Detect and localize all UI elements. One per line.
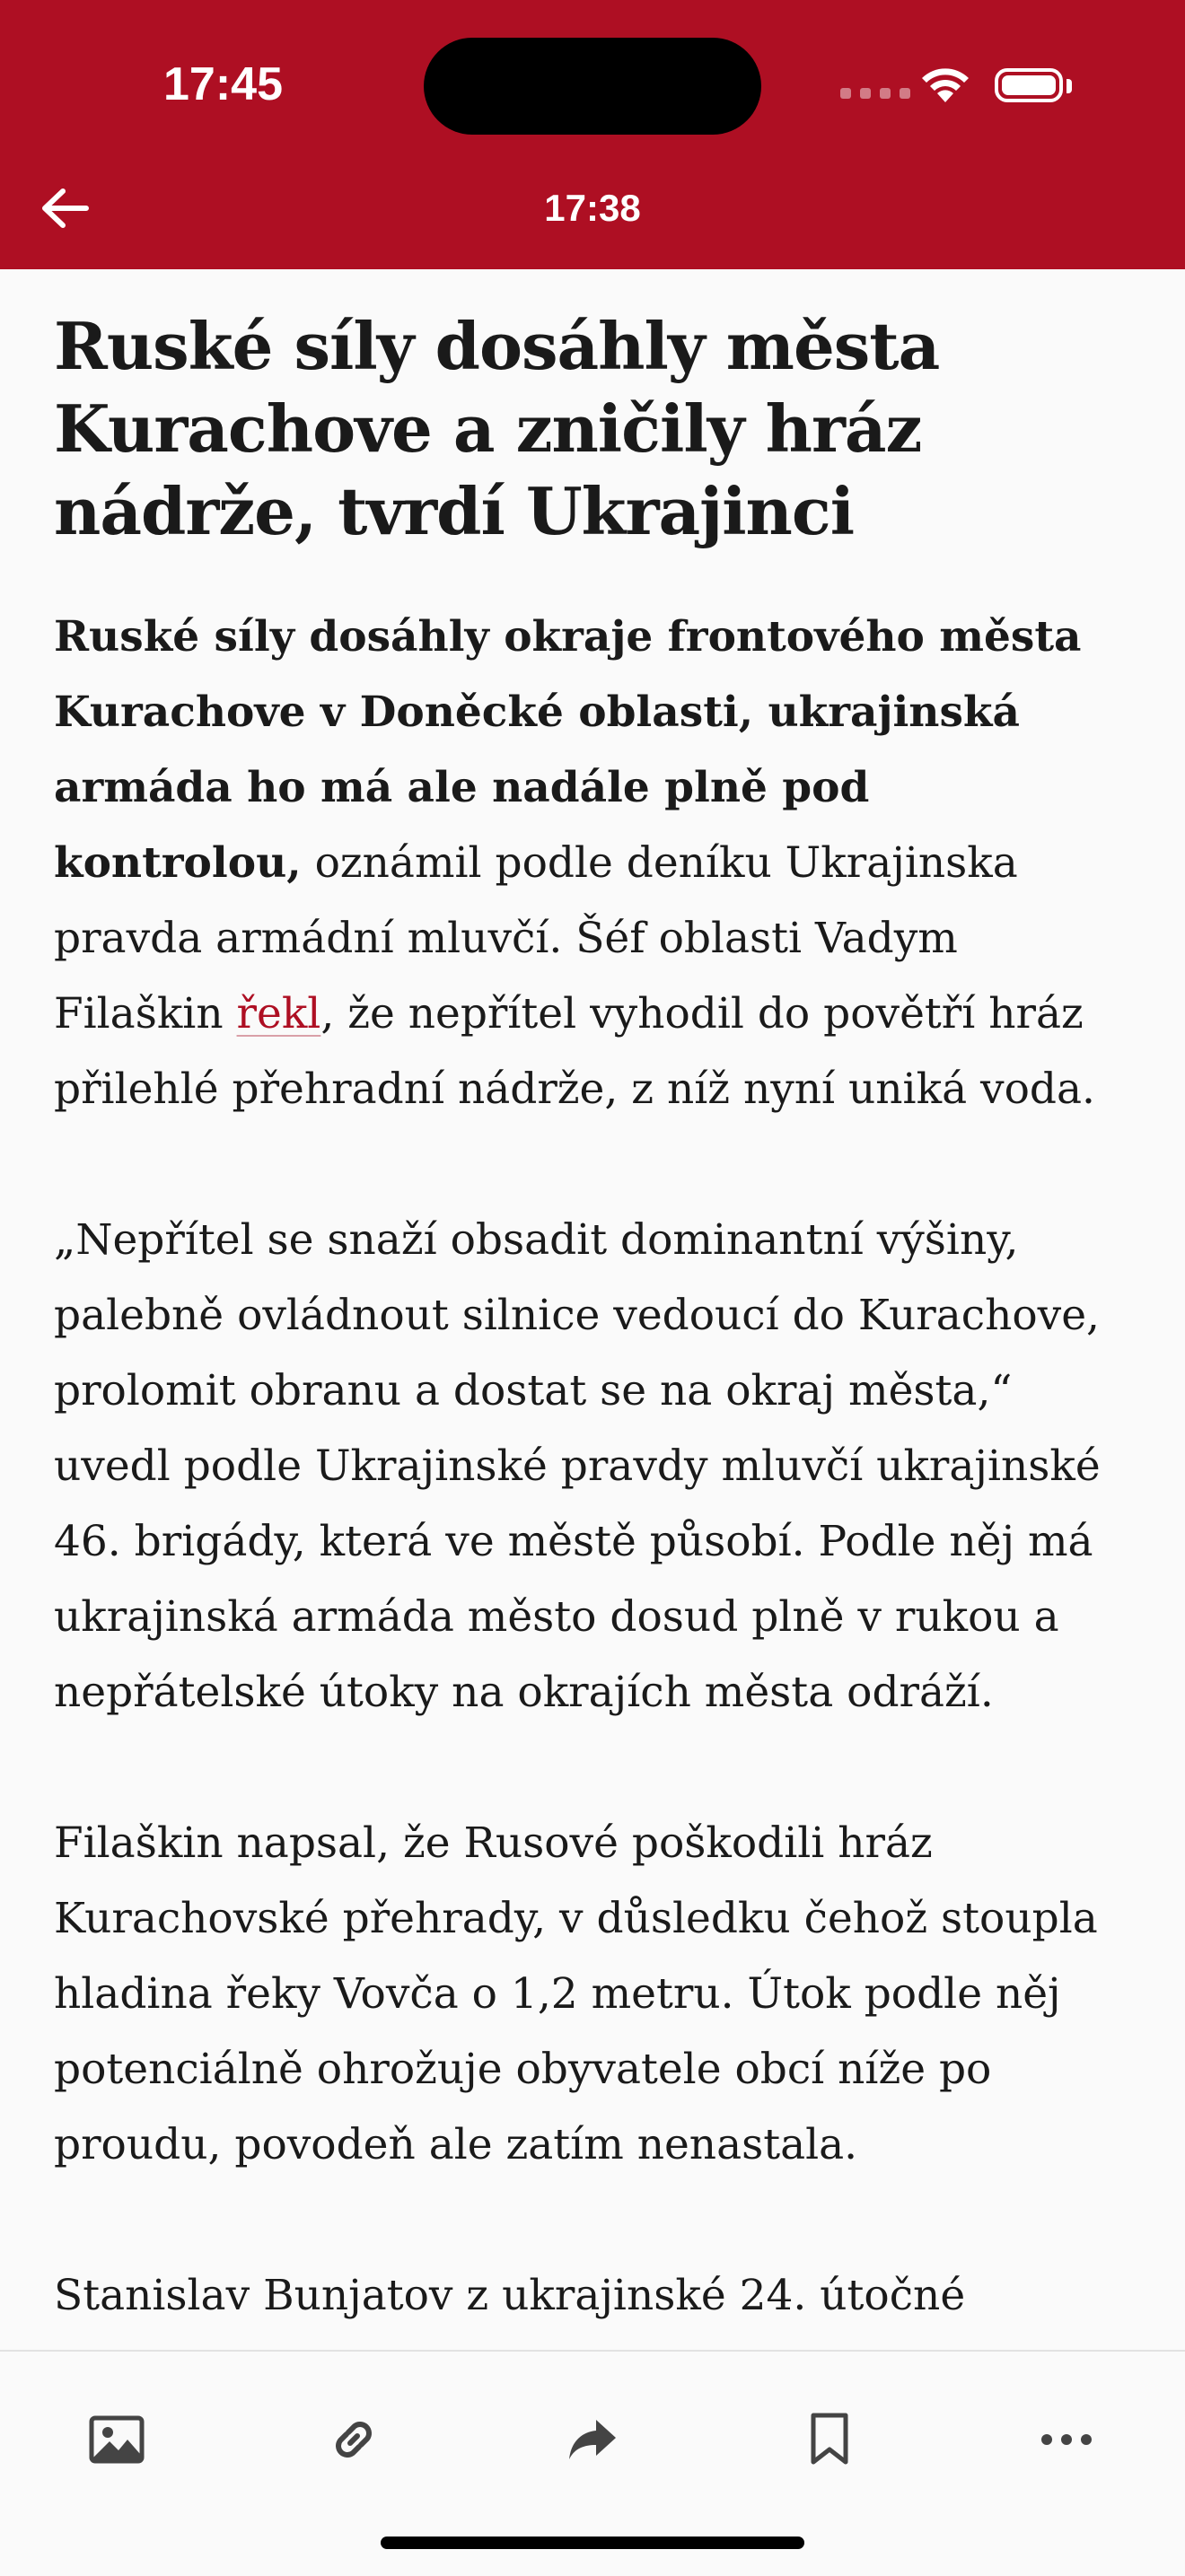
bookmark-button[interactable] — [792, 2402, 867, 2477]
link-icon — [327, 2413, 381, 2466]
article-body — [54, 305, 1131, 2409]
more-button[interactable] — [1029, 2402, 1104, 2477]
more-icon — [1040, 2432, 1093, 2447]
share-icon — [566, 2416, 619, 2463]
lead-bold: Ruské síly dosáhly okraje frontového města Kurachove v Doněcké oblasti, ukrajinská armáda ho má ale nadále plně pod kontrolou, — [54, 612, 1082, 888]
source-link[interactable]: řekl — [236, 989, 321, 1038]
app-header — [0, 0, 1185, 269]
article-paragraph-3: Filaškin napsal, že Rusové poškodili hráz Kurachovské přehrady, v důsledku čehož stoupla hladina řeky Vovča o 1,2 metru. Útok podle něj potenciálně ohrožuje obyvatele obcí níže po proudu, povodeň ale zatím nenastala. — [54, 1818, 1098, 2169]
image-icon — [88, 2414, 145, 2465]
article-paragraph-4: Stanislav Bunjatov z ukrajinské 24. útočné — [54, 2271, 966, 2320]
article-headline: Ruské síly dosáhly města Kurachove a zničily hráz nádrže, tvrdí Ukrajinci — [54, 308, 940, 549]
bookmark-icon — [808, 2412, 851, 2467]
share-button[interactable] — [555, 2402, 630, 2477]
battery-icon — [995, 68, 1063, 102]
lead-text-1: oznámil podle deníku Ukrajinska pravda armádní mluvčí. Šéf oblasti Vadym Filaškin — [54, 838, 1018, 1038]
dynamic-island — [424, 38, 761, 135]
cellular-signal-icon — [840, 88, 910, 99]
nav-title: 17:38 — [544, 187, 641, 229]
copy-link-button[interactable] — [316, 2402, 391, 2477]
lead-text-2: , že nepřítel vyhodil do povětří hráz přilehlé přehradní nádrže, z níž nyní uniká voda. — [54, 989, 1095, 1114]
home-indicator[interactable] — [381, 2537, 804, 2549]
article-lead — [54, 600, 1131, 1127]
battery-cap — [1066, 79, 1072, 93]
gallery-button[interactable] — [79, 2402, 154, 2477]
status-time: 17:45 — [163, 58, 283, 110]
wifi-icon — [917, 63, 973, 108]
article-paragraph-2: „Nepřítel se snaží obsadit dominantní výšiny, palebně ovládnout silnice vedoucí do Kurachove, prolomit obranu a dostat se na okraj města,“ uvedl podle Ukrajinské pravdy mluvčí ukrajinské 46. brigády, která ve městě působí. Podle něj má ukrajinská armáda město dosud plně v rukou a nepřátelské útoky na okrajích města odráží. — [54, 1215, 1101, 1717]
